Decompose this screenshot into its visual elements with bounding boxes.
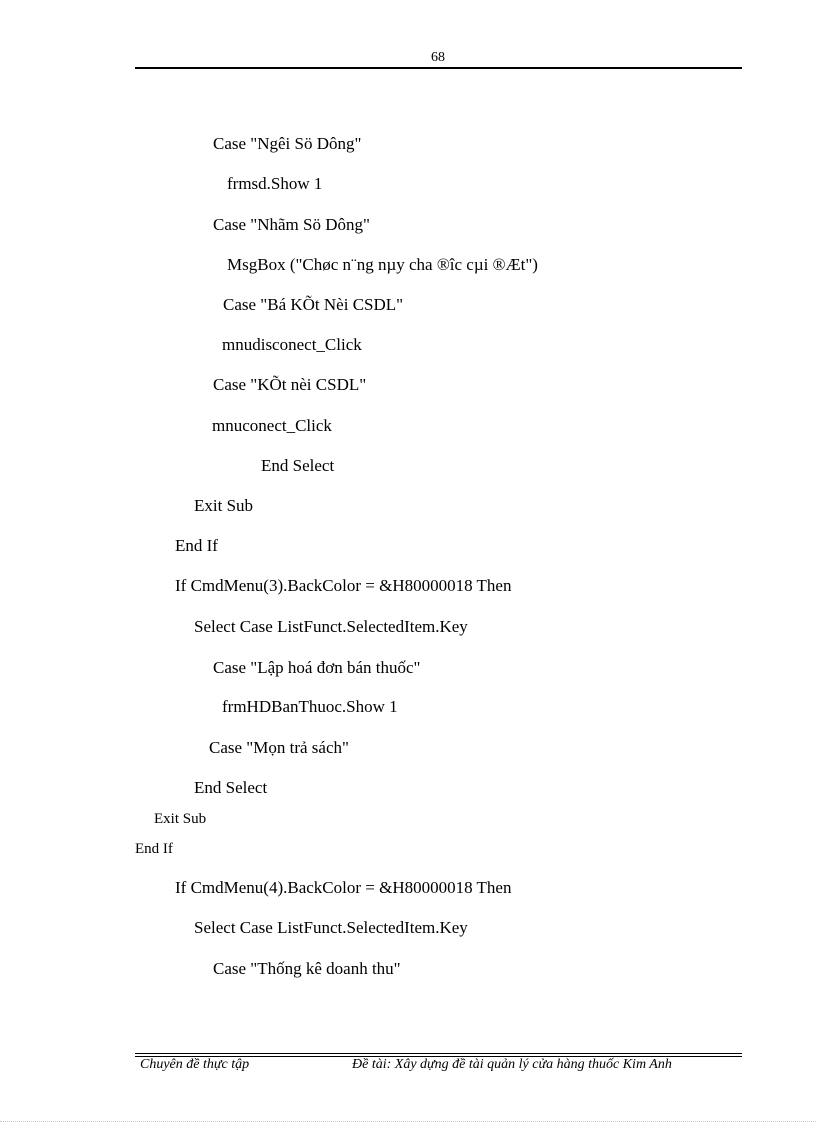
code-line: Case "Lập hoá đơn bán thuốc"	[213, 658, 421, 677]
code-line: Case "KÕt nèi CSDL"	[213, 375, 367, 394]
code-line: Select Case ListFunct.SelectedItem.Key	[194, 617, 468, 636]
code-line: Case "Mọn trả sách"	[209, 738, 349, 757]
code-line: If CmdMenu(4).BackColor = &H80000018 Then	[175, 878, 512, 897]
code-line: End Select	[261, 456, 335, 475]
code-line: mnudisconect_Click	[222, 335, 362, 354]
code-line: End Select	[194, 778, 268, 797]
footer-left-text: Chuyên đề thực tập	[140, 1057, 250, 1072]
code-line: Case "Bá KÕt Nèi CSDL"	[223, 295, 404, 314]
code-line: frmHDBanThuoc.Show 1	[222, 697, 398, 716]
code-line: End If	[175, 536, 218, 555]
page-number: 68	[431, 50, 445, 65]
code-line: End If	[135, 841, 173, 857]
page-edge-divider	[0, 1121, 816, 1122]
code-line: Exit Sub	[194, 496, 254, 515]
code-line: mnuconect_Click	[212, 416, 332, 435]
code-line: Select Case ListFunct.SelectedItem.Key	[194, 918, 468, 937]
code-line: Case "Thống kê doanh thu"	[213, 959, 401, 978]
code-line: MsgBox ("Chøc n¨ng nµy cha ®îc cµi ®Æt")	[227, 255, 538, 274]
code-line: If CmdMenu(3).BackColor = &H80000018 Then	[175, 576, 512, 595]
footer-right-text: Đề tài: Xây dựng đề tài quản lý cửa hàng thuốc Kim Anh	[352, 1057, 672, 1072]
code-line: Case "Ngêi Sö Dông"	[213, 134, 362, 153]
header-rule	[135, 67, 742, 69]
code-line: frmsd.Show 1	[227, 174, 323, 193]
code-line: Case "Nhãm Sö Dông"	[213, 215, 370, 234]
code-line: Exit Sub	[154, 811, 207, 827]
